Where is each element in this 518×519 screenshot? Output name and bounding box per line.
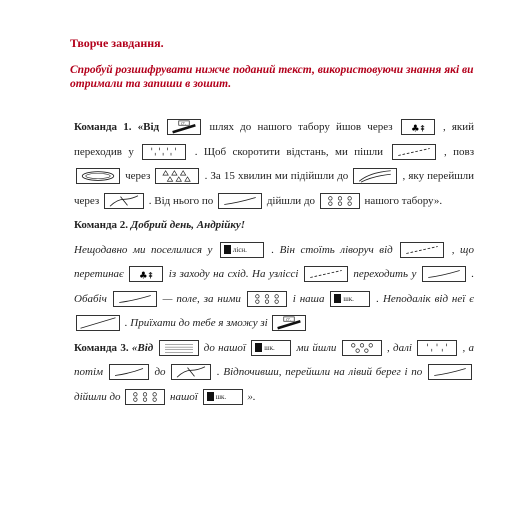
text-segment: нашої: [170, 390, 198, 403]
text-segment: Команда 1. «Від: [74, 121, 160, 133]
railway-station-symbol: [272, 315, 306, 331]
path-symbol: [392, 144, 436, 160]
lake-symbol: [76, 168, 120, 184]
text-segment: Нещодавно ми поселилися у: [74, 243, 213, 256]
text-segment: шлях до нашого табору йшов через: [209, 121, 393, 133]
road-symbol: [113, 291, 157, 307]
text-segment: дійшли до: [266, 194, 316, 207]
road-symbol: [422, 266, 466, 282]
meadow-symbol: [417, 340, 457, 356]
school-symbol: [330, 291, 370, 307]
team-2-title: Команда 2.: [74, 219, 129, 231]
road-symbol: [109, 364, 149, 380]
text-segment: через: [125, 170, 151, 182]
bushes-symbol: [247, 291, 287, 307]
bushes-symbol: [320, 193, 360, 209]
task-text: [74, 115, 474, 409]
forestry-house-symbol: [220, 242, 264, 258]
symbol-label: лісн.: [232, 245, 247, 254]
team-2-greeting: Добрий день, Андрійку!: [130, 219, 246, 231]
svg-text:♣: ♣: [410, 123, 420, 135]
sand-symbol: [159, 340, 199, 356]
team-3-paragraph: [74, 336, 474, 410]
bushes-symbol: [125, 389, 165, 405]
text-segment: , яку перейшли через: [74, 170, 475, 207]
text-segment: . Щоб скоротити відстань, ми пішли: [194, 145, 384, 158]
text-segment: переходить у: [353, 268, 417, 280]
svg-text:♣: ♣: [139, 270, 148, 282]
svg-text:⇞: ⇞: [147, 271, 155, 282]
school-symbol: [203, 389, 243, 405]
text-segment: — поле, за ними: [162, 292, 241, 305]
text-segment: . Неподалік від неї є: [376, 292, 475, 305]
symbol-label: шк.: [343, 294, 354, 303]
shrubs-symbol: [342, 340, 382, 356]
symbol-label: шк.: [215, 392, 227, 401]
coniferous-forest-symbol: [155, 168, 199, 184]
text-segment: , який переходив у: [74, 121, 475, 158]
text-segment: , а потім: [74, 341, 475, 378]
text-segment: «Від: [131, 341, 154, 354]
symbol-label: шк.: [264, 343, 275, 352]
text-segment: і наша: [292, 292, 325, 305]
text-segment: . Від нього по: [148, 194, 214, 207]
task-intro: Спробуй розшифрувати нижче поданий текст, використовуючи знання які ви отримали та запиши в зошит.: [70, 64, 474, 90]
text-segment: , далі: [386, 341, 412, 354]
mixed-forest-symbol: [129, 266, 163, 282]
task-title: Творче завдання.: [70, 36, 164, 50]
bridge-symbol: [104, 193, 144, 209]
text-segment: . Він стоїть ліворуч від: [271, 243, 393, 256]
text-segment: нашого табору».: [364, 194, 443, 207]
path-symbol: [400, 242, 444, 258]
river-symbol: [428, 364, 472, 380]
railway-station-symbol: [167, 119, 201, 135]
bridge-symbol: [171, 364, 211, 380]
orchard-symbol: [76, 315, 120, 331]
text-segment: , що перетинає: [74, 243, 474, 280]
team-2-letter: [74, 238, 474, 336]
path-symbol: [304, 266, 348, 282]
text-segment: до нашої: [203, 341, 246, 354]
text-segment: . Приїхати до тебе я зможу зі: [124, 317, 268, 329]
team-1-paragraph: [74, 115, 474, 213]
text-segment: ми йшли: [296, 341, 337, 354]
text-segment: , повз: [443, 145, 475, 158]
team-2-paragraph: [74, 213, 474, 238]
text-segment: . За 15 хвилин ми підійшли до: [204, 170, 349, 182]
mixed-forest-symbol: [401, 119, 435, 135]
svg-text:⇞: ⇞: [418, 124, 426, 135]
river-symbol: [353, 168, 397, 184]
svg-text:ст.: ст.: [286, 318, 292, 323]
svg-text:ст.: ст.: [181, 122, 187, 127]
task-header: [62, 36, 502, 91]
text-segment: до: [154, 366, 166, 378]
text-segment: . Обабіч: [74, 268, 475, 305]
text-segment: . Відпочивши, перейшли на лівий берег і по: [216, 366, 423, 378]
road-symbol: [218, 193, 262, 209]
team-3-title: Команда 3.: [74, 341, 129, 354]
meadow-symbol: [142, 144, 186, 160]
text-segment: із заходу на схід. На узліссі: [168, 268, 299, 280]
text-segment: ».: [247, 390, 256, 403]
school-symbol: [251, 340, 291, 356]
text-segment: дійшли до: [74, 390, 121, 403]
